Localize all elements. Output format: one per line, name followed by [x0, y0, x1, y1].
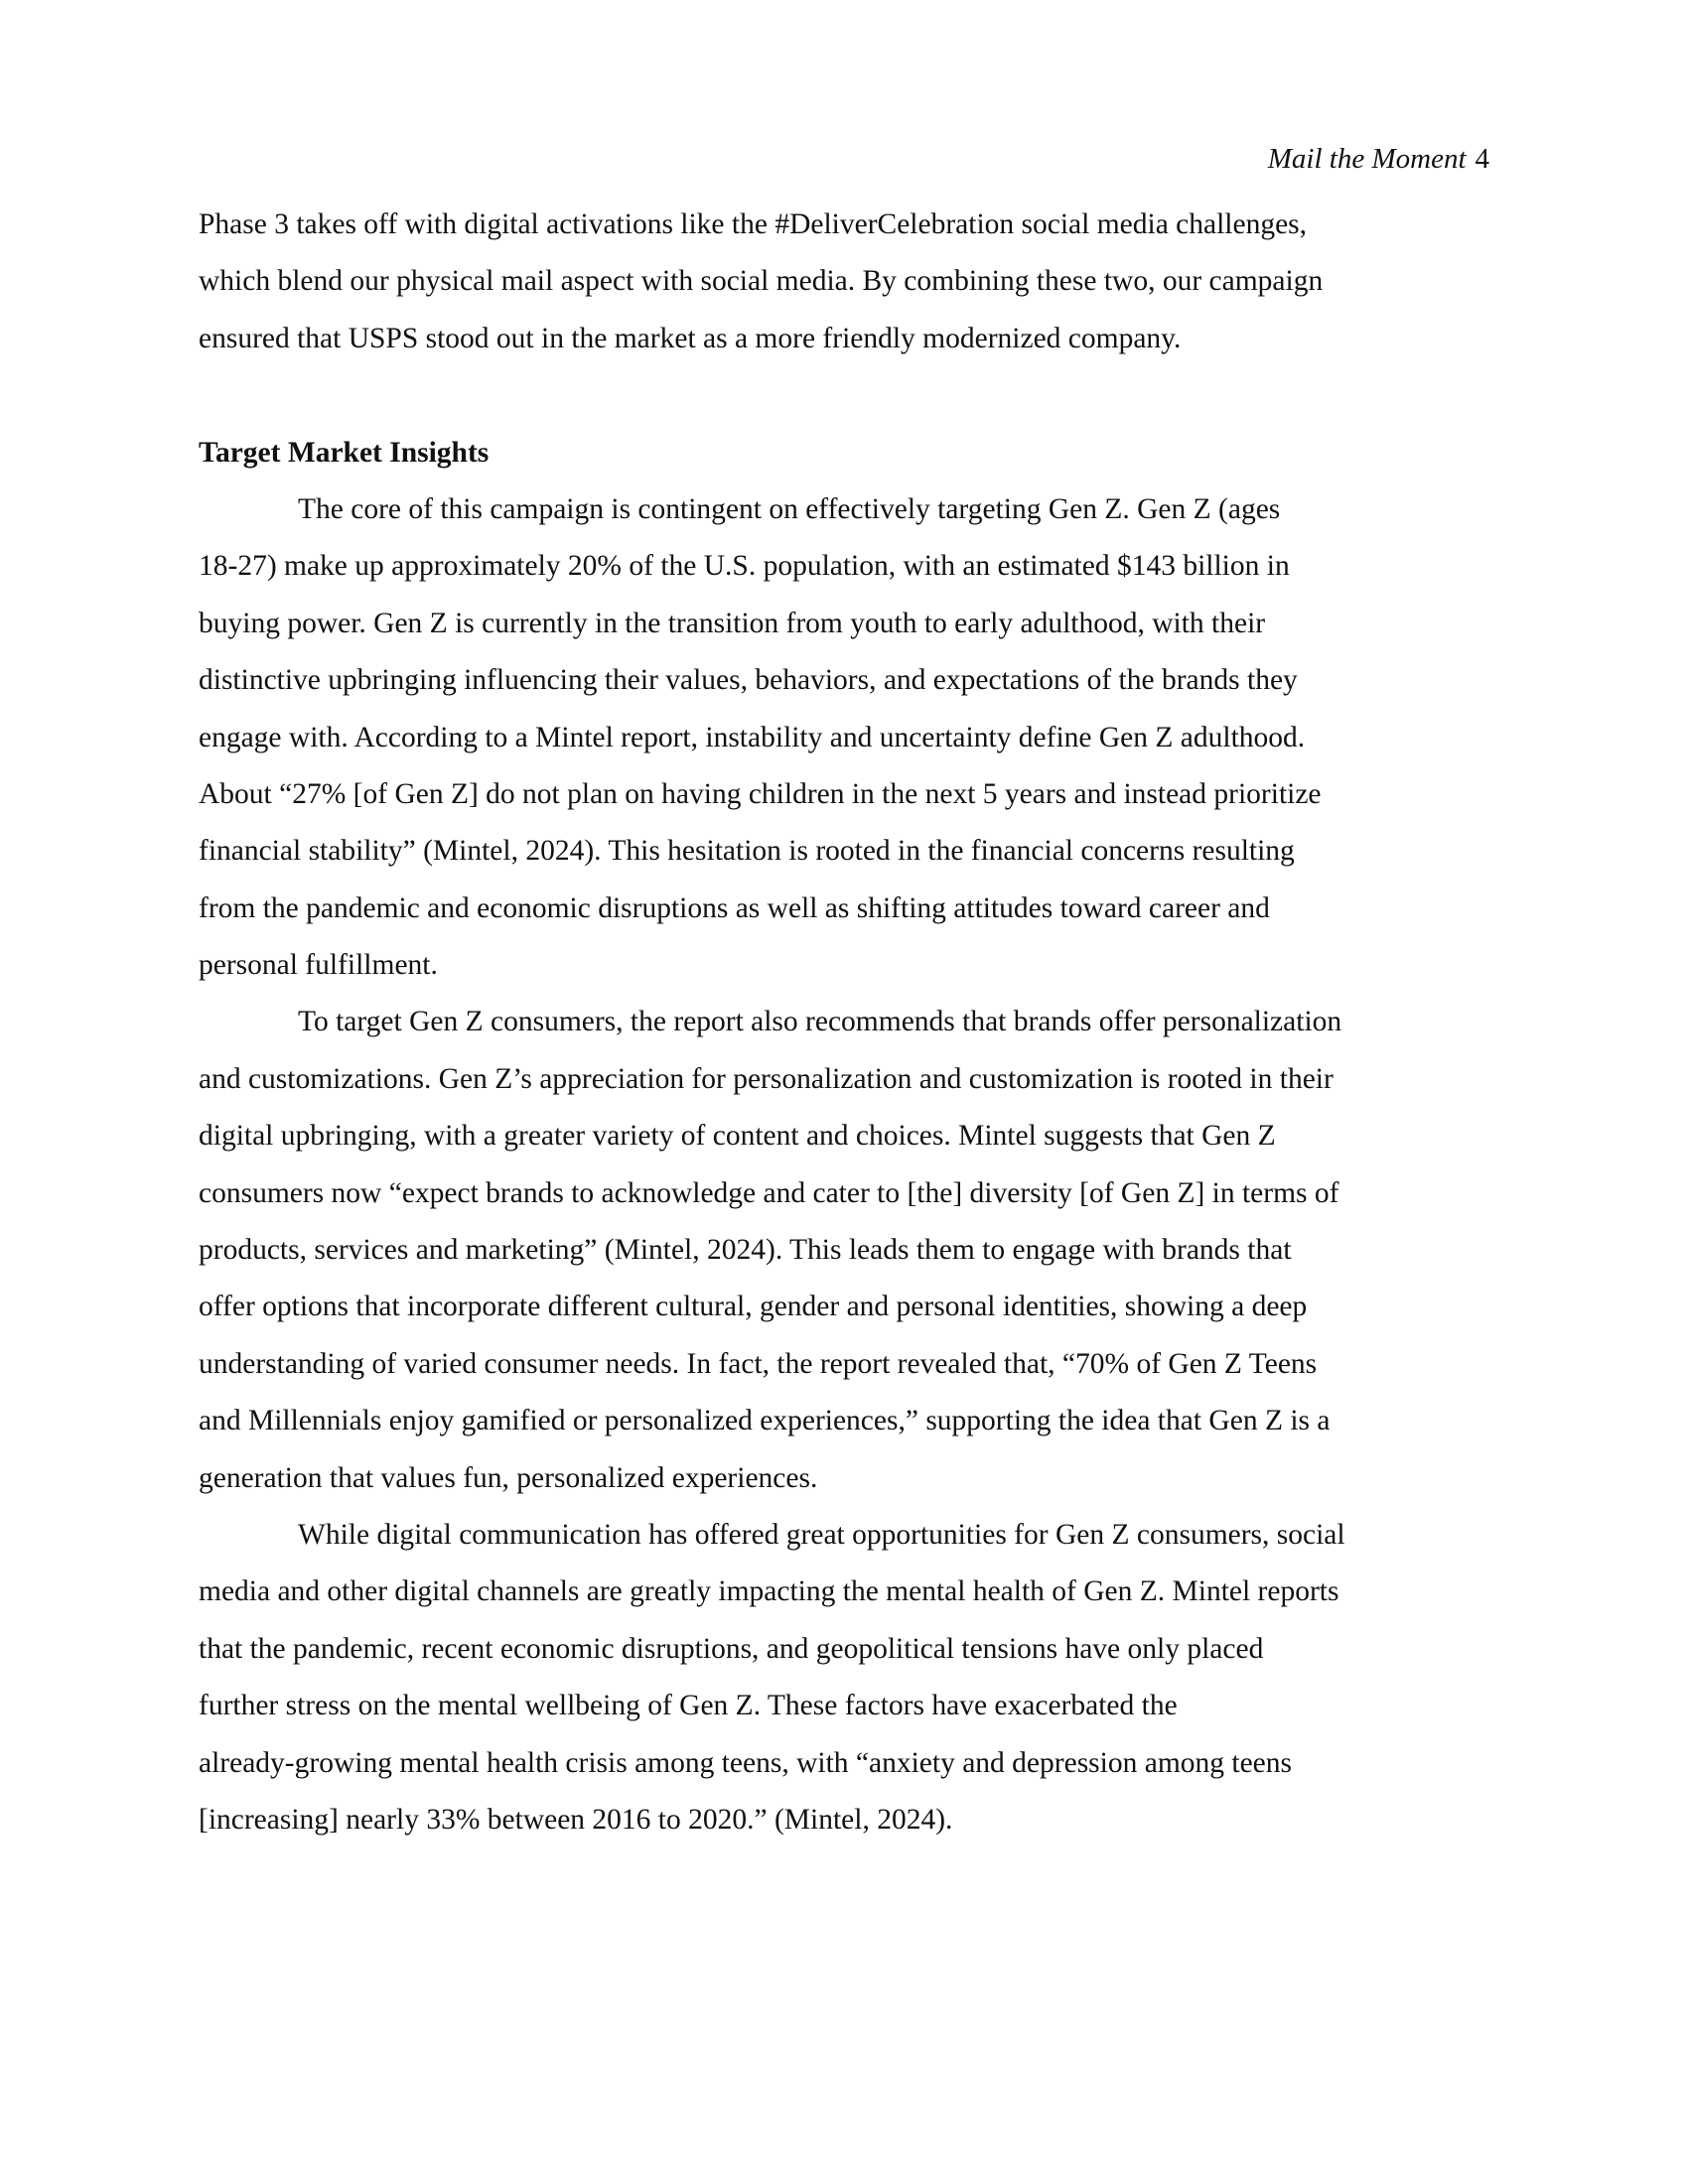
paragraph-mental-health	[199, 1507, 1489, 1848]
text-line: [increasing] nearly 33% between 2016 to 2020.” (Mintel, 2024).	[199, 1803, 953, 1836]
text-line: products, services and marketing” (Mintel, 2024). This leads them to engage with brands that	[199, 1234, 1292, 1267]
text-line: further stress on the mental wellbeing of Gen Z. These factors have exacerbated the	[199, 1690, 1178, 1722]
text-line: understanding of varied consumer needs. In fact, the report revealed that, “70% of Gen Z Teens	[199, 1347, 1318, 1380]
running-header	[1268, 139, 1489, 179]
text-line: buying power. Gen Z is currently in the transition from youth to early adulthood, with their	[199, 607, 1266, 639]
text-line: financial stability” (Mintel, 2024). This hesitation is rooted in the financial concerns resulting	[199, 835, 1295, 868]
paragraph-personalization	[199, 994, 1489, 1507]
text-line: engage with. According to a Mintel report, instability and uncertainty define Gen Z adulthood.	[199, 721, 1306, 753]
text-line: and customizations. Gen Z’s appreciation for personalization and customization is rooted in their	[199, 1062, 1334, 1095]
running-title: Mail the Moment	[1267, 143, 1467, 175]
page-number: 4	[1475, 143, 1489, 175]
text-line: distinctive upbringing influencing their values, behaviors, and expectations of the brands they	[199, 664, 1298, 697]
text-line: which blend our physical mail aspect with social media. By combining these two, our campaign	[199, 265, 1324, 298]
text-line: from the pandemic and economic disruptions as well as shifting attitudes toward career and	[199, 891, 1270, 924]
text-line: The core of this campaign is contingent on effectively targeting Gen Z. Gen Z (ages	[298, 492, 1281, 525]
text-line: consumers now “expect brands to acknowledge and cater to [the] diversity [of Gen Z] in terms of	[199, 1176, 1339, 1209]
text-line: personal fulfillment.	[199, 949, 438, 982]
intro-paragraph	[199, 197, 1489, 367]
section-heading: Target Market Insights	[199, 436, 490, 469]
text-line: already-growing mental health crisis among teens, with “anxiety and depression among teens	[199, 1746, 1293, 1779]
paragraph-spacer	[199, 367, 1489, 424]
text-line: About “27% [of Gen Z] do not plan on having children in the next 5 years and instead prioritize	[199, 777, 1322, 810]
text-line: Phase 3 takes off with digital activations like the #DeliverCelebration social media challenges,	[199, 208, 1308, 240]
paragraph-gen-z-overview	[199, 481, 1489, 995]
text-line: To target Gen Z consumers, the report also recommends that brands offer personalization	[298, 1006, 1342, 1038]
text-line: generation that values fun, personalized experiences.	[199, 1461, 818, 1494]
text-line: and Millennials enjoy gamified or personalized experiences,” supporting the idea that Gen Z is a	[199, 1405, 1331, 1437]
text-line: 18-27) make up approximately 20% of the U.S. population, with an estimated $143 billion in	[199, 550, 1290, 583]
text-line: ensured that USPS stood out in the market as a more friendly modernized company.	[199, 322, 1182, 354]
text-line: While digital communication has offered great opportunities for Gen Z consumers, social	[298, 1518, 1345, 1551]
text-line: offer options that incorporate different cultural, gender and personal identities, showing a deep	[199, 1291, 1308, 1323]
body-text	[199, 197, 1489, 1848]
text-line: media and other digital channels are greatly impacting the mental health of Gen Z. Mintel reports	[199, 1575, 1339, 1608]
text-line: digital upbringing, with a greater variety of content and choices. Mintel suggests that Gen Z	[199, 1120, 1276, 1153]
text-line: that the pandemic, recent economic disruptions, and geopolitical tensions have only placed	[199, 1632, 1264, 1665]
